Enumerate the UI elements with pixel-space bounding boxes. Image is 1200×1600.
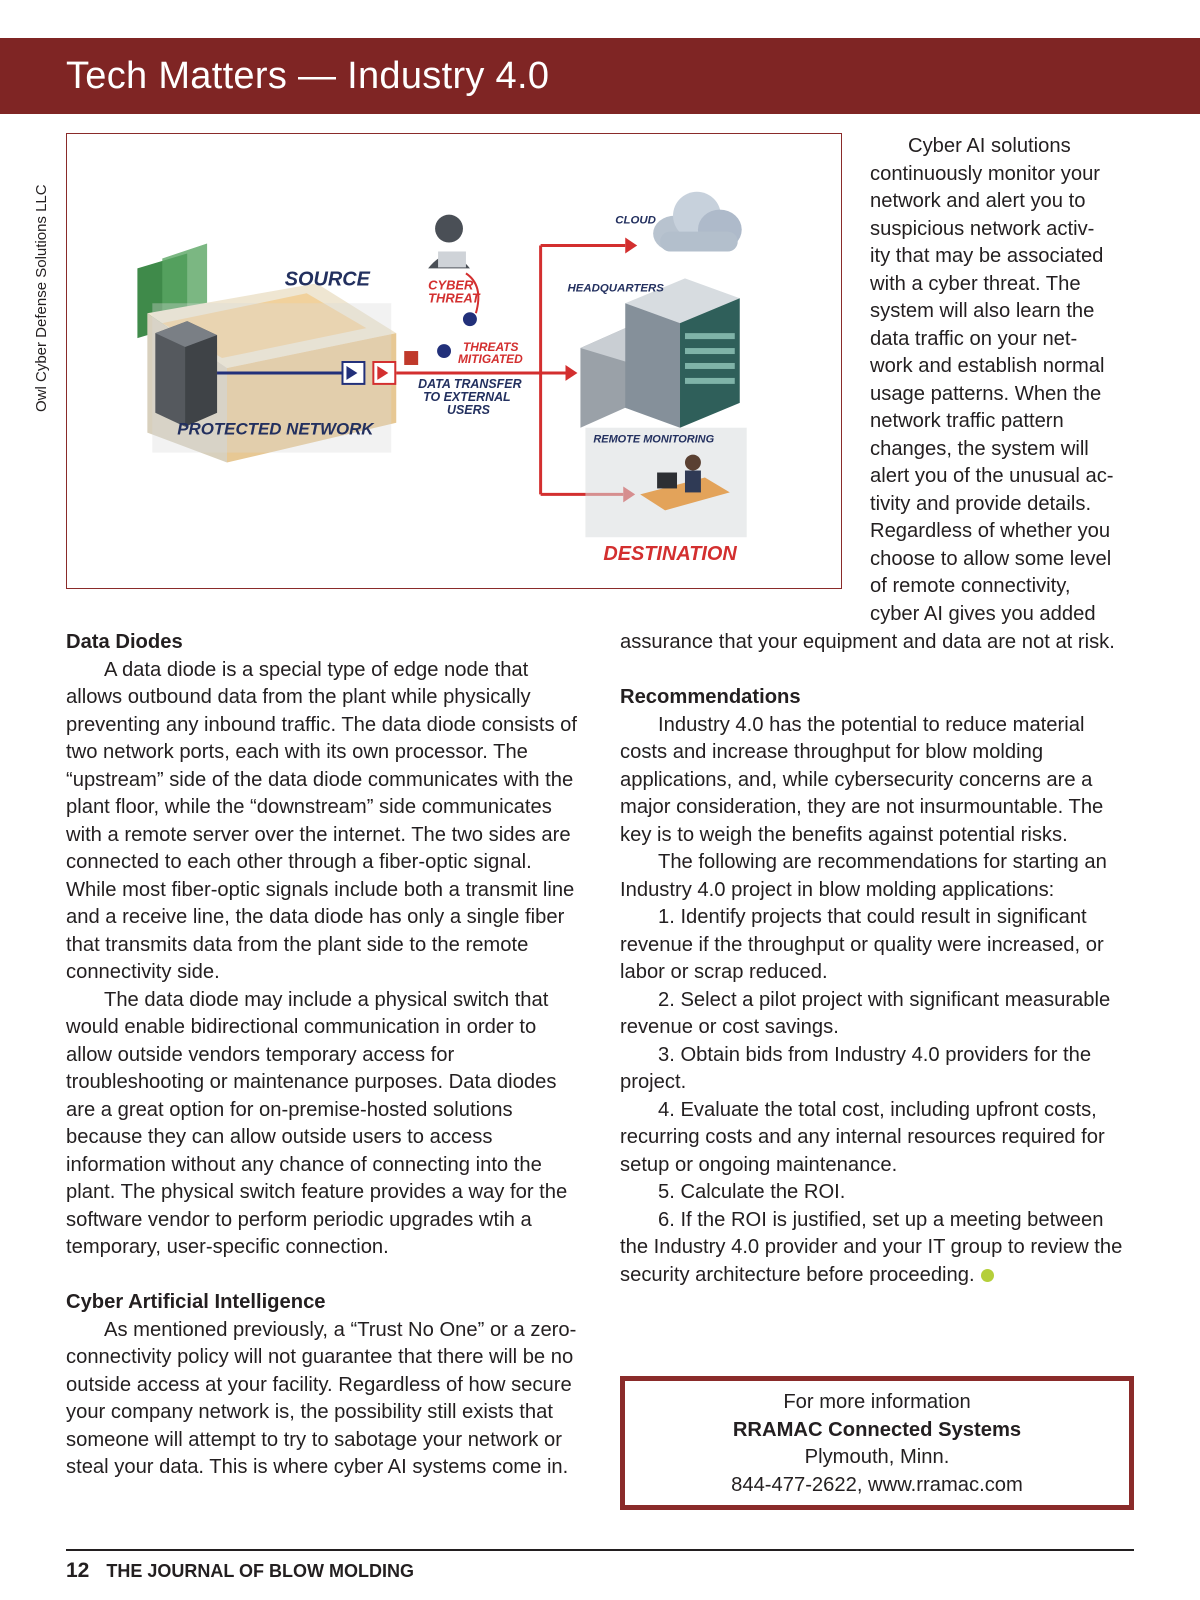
label-users: USERS bbox=[447, 402, 490, 417]
end-mark-icon bbox=[981, 1269, 994, 1282]
intro-line: network traffic pattern bbox=[870, 410, 1064, 432]
list-item: 2. Select a pilot project with significant measurable revenue or cost savings. bbox=[620, 988, 1111, 1038]
header-banner bbox=[0, 38, 1200, 114]
bug-icon bbox=[463, 312, 477, 326]
intro-line: with a cyber threat. The bbox=[870, 272, 1081, 295]
image-credit: Owl Cyber Defense Solutions LLC bbox=[33, 184, 50, 412]
label-destination: DESTINATION bbox=[603, 543, 737, 566]
label-protected-network: PROTECTED NETWORK bbox=[177, 419, 374, 439]
list-item-last bbox=[620, 1207, 1134, 1290]
list-item: 4. Evaluate the total cost, including upfront costs, recurring costs and any internal resources required for setup or ongoing maintenance. bbox=[620, 1098, 1105, 1176]
page-number: 12 bbox=[66, 1559, 90, 1582]
paragraph: As mentioned previously, a “Trust No One” or a zero-connectivity policy will not guarantee that there will be no outside access at your facility. Regardless of how secure your company network is, the possibility still exists that someone will attempt to try to sabotage your network or steal your data. This is where cyber AI systems come in. bbox=[66, 1318, 577, 1478]
label-threats: THREATS bbox=[462, 340, 519, 355]
page-title: Tech Matters — Industry 4.0 bbox=[66, 55, 550, 97]
network-diagram bbox=[66, 133, 842, 589]
footer bbox=[66, 1558, 414, 1584]
label-remote-monitoring: REMOTE MONITORING bbox=[593, 433, 715, 446]
list-item-text: 6. If the ROI is justified, set up a meeting between the Industry 4.0 provider and your IT group to review the security architecture before proceeding. bbox=[620, 1208, 1123, 1286]
label-to-external: TO EXTERNAL bbox=[423, 389, 511, 404]
heading-recommendations: Recommendations bbox=[620, 686, 801, 708]
list-item: 3. Obtain bids from Industry 4.0 providers for the project. bbox=[620, 1043, 1092, 1093]
lock-icon bbox=[404, 351, 418, 365]
bug-icon bbox=[437, 344, 451, 358]
info-org: RRAMAC Connected Systems bbox=[732, 1418, 1022, 1441]
footer-rule bbox=[66, 1549, 1134, 1551]
intro-line: network and alert you to bbox=[870, 190, 1086, 212]
intro-line: ity that may be associated bbox=[870, 245, 1104, 267]
info-location: Plymouth, Minn. bbox=[804, 1446, 950, 1468]
info-box bbox=[620, 1376, 1134, 1510]
heading-data-diodes: Data Diodes bbox=[66, 631, 183, 653]
intro-line: suspicious network activ- bbox=[870, 217, 1095, 240]
intro-line: Regardless of whether you bbox=[870, 520, 1111, 542]
intro-line: choose to allow some level bbox=[870, 547, 1112, 570]
publication-name: THE JOURNAL OF BLOW MOLDING bbox=[106, 1561, 415, 1581]
left-column bbox=[66, 629, 586, 1482]
paragraph: A data diode is a special type of edge node that allows outbound data from the plant while physically preventing any inbound traffic. The data diode consists of two network ports, each with its own processor. The “upstream” side of the data diode communicates with the plant floor, while the “downstream” side communicates with a remote server over the internet. The two sides are connected to each other through a fiber-optic signal. While most fiber-optic signals include both a transmit line and a receive line, the data diode has only a single fiber that transmits data from the plant side to the remote connectivity side. bbox=[66, 658, 578, 983]
heading-cyber-ai: Cyber Artificial Intelligence bbox=[66, 1291, 326, 1313]
hacker-icon bbox=[428, 215, 470, 269]
label-source: SOURCE bbox=[284, 268, 370, 291]
list-item: 5. Calculate the ROI. bbox=[658, 1181, 846, 1203]
paragraph: Industry 4.0 has the potential to reduce material costs and increase throughput for blow molding applications, and, while cybersecurity concerns are a major consideration, they are not insurmountable. The key is to weigh the benefits against potential risks. bbox=[620, 713, 1104, 846]
intro-line: usage patterns. When the bbox=[870, 382, 1102, 405]
intro-continuation: assurance that your equipment and data are not at risk. bbox=[620, 631, 1115, 653]
label-cyber: CYBER bbox=[428, 277, 474, 293]
label-data-transfer: DATA TRANSFER bbox=[418, 376, 522, 391]
cyber-ai-intro bbox=[870, 133, 1138, 628]
intro-line: continuously monitor your bbox=[870, 162, 1101, 185]
arrow-icon bbox=[566, 365, 578, 381]
info-contact: 844-477-2622, www.rramac.com bbox=[731, 1473, 1023, 1496]
intro-line: Cyber AI solutions bbox=[908, 135, 1071, 157]
label-headquarters: HEADQUARTERS bbox=[567, 282, 664, 295]
intro-line: data traffic on your net- bbox=[870, 327, 1078, 350]
right-column bbox=[620, 629, 1134, 1289]
label-mitigated: MITIGATED bbox=[457, 351, 523, 366]
headquarters-building bbox=[580, 278, 739, 427]
intro-line: cyber AI gives you added bbox=[870, 602, 1096, 625]
list-item: 1. Identify projects that could result in significant revenue if the throughput or quality were increased, or labor or scrap reduced. bbox=[620, 906, 1104, 983]
intro-line: alert you of the unusual ac- bbox=[870, 465, 1114, 487]
label-cloud: CLOUD bbox=[615, 214, 656, 227]
intro-line: work and establish normal bbox=[870, 355, 1105, 377]
intro-line: changes, the system will bbox=[870, 437, 1089, 460]
intro-line: system will also learn the bbox=[870, 300, 1095, 322]
cloud-icon bbox=[653, 192, 742, 252]
label-threat: THREAT bbox=[428, 290, 480, 306]
intro-line: tivity and provide details. bbox=[870, 492, 1092, 515]
paragraph: The data diode may include a physical switch that would enable bidirectional communication in order to allow outside vendors temporary access for troubleshooting or maintenance purposes. Data diodes are a great option for on-premise-hosted solutions because they can allow outside users to access information without any chance of connecting into the plant. The physical switch feature provides a way for the software vendor to perform periodic upgrades wtih a temporary, user-specific connection. bbox=[66, 988, 568, 1258]
info-heading: For more information bbox=[783, 1391, 971, 1413]
paragraph: The following are recommendations for starting an Industry 4.0 project in blow molding applications: bbox=[620, 851, 1107, 901]
intro-line: of remote connectivity, bbox=[870, 575, 1071, 597]
